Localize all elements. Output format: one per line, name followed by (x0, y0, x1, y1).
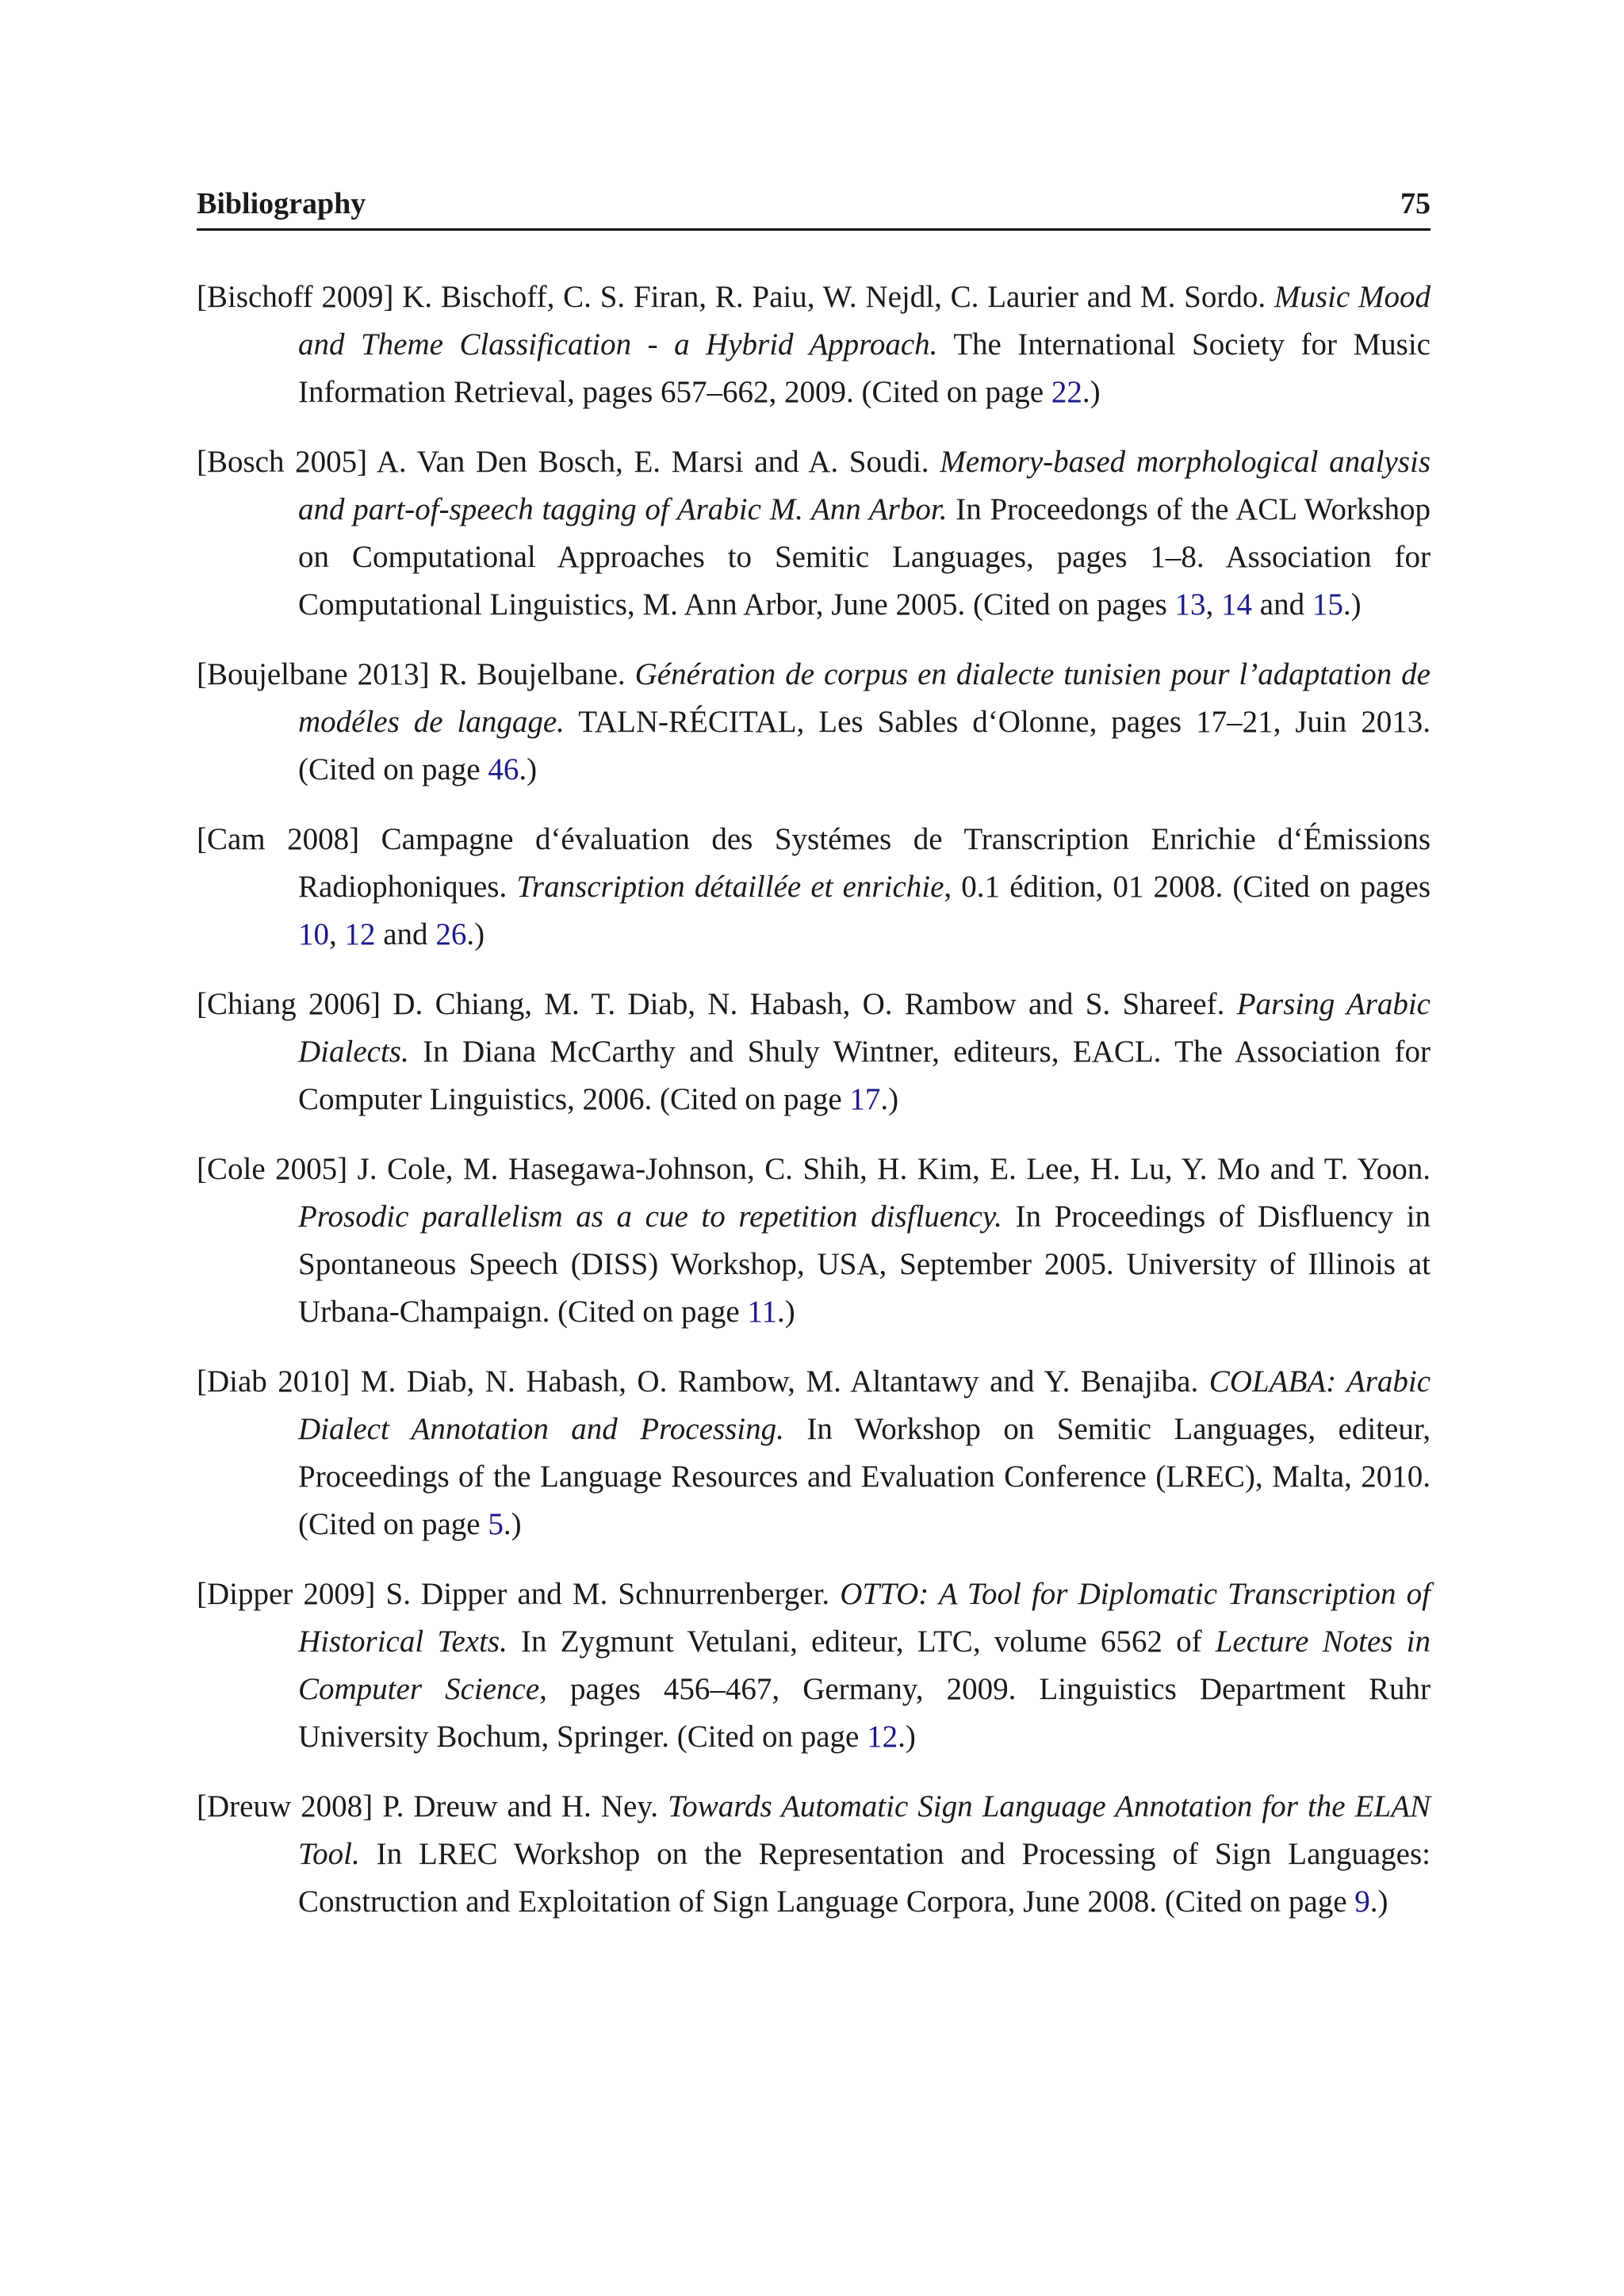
bib-title: COLABA: Arabic Dialect Annotation and Processing. (298, 1364, 1431, 1446)
cited-page-link[interactable]: 15 (1312, 587, 1343, 622)
cited-page-link[interactable]: 46 (488, 752, 519, 786)
bib-details: The International Society for Music Information Retrieval, pages 657–662, 2009. (Cited on page (298, 327, 1431, 409)
bib-details-continued: , pages 456–467, Germany, 2009. Linguistics Department Ruhr University Bochum, Springer. (Cited on page (298, 1672, 1431, 1754)
bib-entry (197, 1358, 1431, 1548)
bib-entry (197, 1571, 1431, 1761)
bib-key: [Boujelbane 2013] (197, 657, 430, 691)
bib-close: .) (519, 752, 538, 786)
cited-page-link[interactable]: 12 (867, 1720, 898, 1754)
page (197, 189, 1431, 1948)
cited-page-link[interactable]: 9 (1354, 1885, 1370, 1919)
cited-page-link[interactable]: 22 (1051, 375, 1082, 409)
bib-title: OTTO: A Tool for Diplomatic Transcription of Historical Texts. (298, 1577, 1431, 1659)
bib-close: .) (1369, 1885, 1388, 1919)
bib-details: In LREC Workshop on the Representation and Processing of Sign Languages: Construction and Exploitation of Sign Language Corpora, June 2008. (Cited on page (298, 1837, 1431, 1919)
cited-page-link[interactable]: 26 (435, 917, 467, 951)
bib-key: [Chiang 2006] (197, 987, 381, 1021)
bib-authors: A. Van Den Bosch, E. Marsi and A. Soudi. (376, 445, 929, 479)
cited-page-link[interactable]: 10 (298, 917, 329, 951)
bib-authors: P. Dreuw and H. Ney. (382, 1789, 659, 1823)
section-title: Bibliography (197, 187, 366, 220)
bib-entry: [Cam 2008] Campagne d‘évaluation des Systémes de Transcription Enrichie d‘Émissions Radiophoniques. Transcription détaillée et enrichie, 0.1 édition, 01 2008. (Cited on pages 10, 12 and 26.) (197, 822, 1431, 951)
bib-key: [Bosch 2005] (197, 445, 368, 479)
cited-page-link[interactable]: 14 (1221, 587, 1253, 622)
bib-key: [Dreuw 2008] (197, 1789, 373, 1823)
bib-authors: M. Diab, N. Habash, O. Rambow, M. Altantawy and Y. Benajiba. (360, 1364, 1199, 1399)
bib-title: Music Mood and Theme Classification - a Hybrid Approach. (298, 280, 1431, 362)
bib-details: In Zygmunt Vetulani, editeur, LTC, volume 6562 of (521, 1624, 1216, 1659)
bib-close: .) (776, 1295, 795, 1329)
bib-authors: Campagne d‘évaluation des Systémes de Transcription Enrichie d‘Émissions Radiophoniques. (298, 822, 1431, 904)
bib-authors: J. Cole, M. Hasegawa-Johnson, C. Shih, H. Kim, E. Lee, H. Lu, Y. Mo and T. Yoon. (357, 1152, 1431, 1186)
bib-close: .) (1082, 375, 1101, 409)
bib-authors: D. Chiang, M. T. Diab, N. Habash, O. Rambow and S. Shareef. (393, 987, 1225, 1021)
bib-close: .) (503, 1507, 522, 1541)
bib-title: Parsing Arabic Dialects. (298, 987, 1431, 1069)
bib-key: [Cam 2008] (197, 822, 360, 856)
cited-page-link[interactable]: 11 (747, 1295, 777, 1329)
bib-title: Memory-based morphological analysis and part-of-speech tagging of Arabic M. Ann Arbor. (298, 445, 1431, 526)
bib-series-title: Lecture Notes in Computer Science (298, 1624, 1431, 1706)
bib-details: In Proceedings of Disfluency in Spontaneous Speech (DISS) Workshop, USA, September 2005. University of Illinois at Urbana-Champaign. (Cited on page (298, 1200, 1431, 1329)
bib-details: In Workshop on Semitic Languages, editeur, Proceedings of the Language Resources and Evaluation Conference (LREC), Malta, 2010. (Cited on page (298, 1412, 1431, 1541)
bib-entry (197, 981, 1431, 1123)
bib-entry (197, 274, 1431, 416)
bib-close: .) (466, 917, 485, 951)
bib-details: In Diana McCarthy and Shuly Wintner, editeurs, EACL. The Association for Computer Linguistics, 2006. (Cited on page (298, 1035, 1431, 1116)
running-header (197, 189, 1431, 231)
bib-close: .) (880, 1082, 899, 1116)
bib-key: [Bischoff 2009] (197, 280, 394, 314)
bib-authors: R. Boujelbane. (439, 657, 626, 691)
cited-page-link[interactable]: 13 (1174, 587, 1206, 622)
bib-title: Génération de corpus en dialecte tunisien pour l’adaptation de modéles de langage. (298, 657, 1431, 739)
cited-page-link[interactable]: 12 (344, 917, 376, 951)
bib-title: Prosodic parallelism as a cue to repetition disfluency. (298, 1200, 1002, 1234)
bib-details: , 0.1 édition, 01 2008. (Cited on pages (944, 870, 1431, 904)
bib-entry (197, 1783, 1431, 1926)
bib-close: .) (1342, 587, 1362, 622)
bib-entry (197, 651, 1431, 794)
page-number: 75 (1400, 187, 1431, 220)
bib-authors: S. Dipper and M. Schnurrenberger. (385, 1577, 830, 1611)
cited-page-link[interactable]: 5 (488, 1507, 504, 1541)
bib-title: Towards Automatic Sign Language Annotation for the ELAN Tool. (298, 1789, 1431, 1871)
bib-entry (197, 1146, 1431, 1336)
bibliography-list (197, 274, 1431, 1926)
bib-entry: [Bosch 2005] A. Van Den Bosch, E. Marsi and A. Soudi. Memory-based morphological analysis and part-of-speech tagging of Arabic M. Ann Arbor. In Proceedongs of the ACL Workshop on Computational Approaches to Semitic Languages, pages 1–8. Association for Computational Linguistics, M. Ann Arbor, June 2005. (Cited on pages 13, 14 and 15.) (197, 445, 1431, 622)
bib-key: [Cole 2005] (197, 1152, 348, 1186)
bib-details: In Proceedongs of the ACL Workshop on Computational Approaches to Semitic Languages, pages 1–8. Association for Computational Linguistics, M. Ann Arbor, June 2005. (Cited on pages (298, 492, 1431, 622)
cited-page-link[interactable]: 17 (849, 1082, 881, 1116)
bib-key: [Dipper 2009] (197, 1577, 376, 1611)
bib-title: Transcription détaillée et enrichie (516, 870, 944, 904)
bib-authors: K. Bischoff, C. S. Firan, R. Paiu, W. Nejdl, C. Laurier and M. Sordo. (402, 280, 1266, 314)
bib-key: [Diab 2010] (197, 1364, 350, 1399)
bib-close: .) (898, 1720, 916, 1754)
bib-details: TALN-RÉCITAL, Les Sables d‘Olonne, pages 17–21, Juin 2013. (Cited on page (298, 705, 1431, 786)
